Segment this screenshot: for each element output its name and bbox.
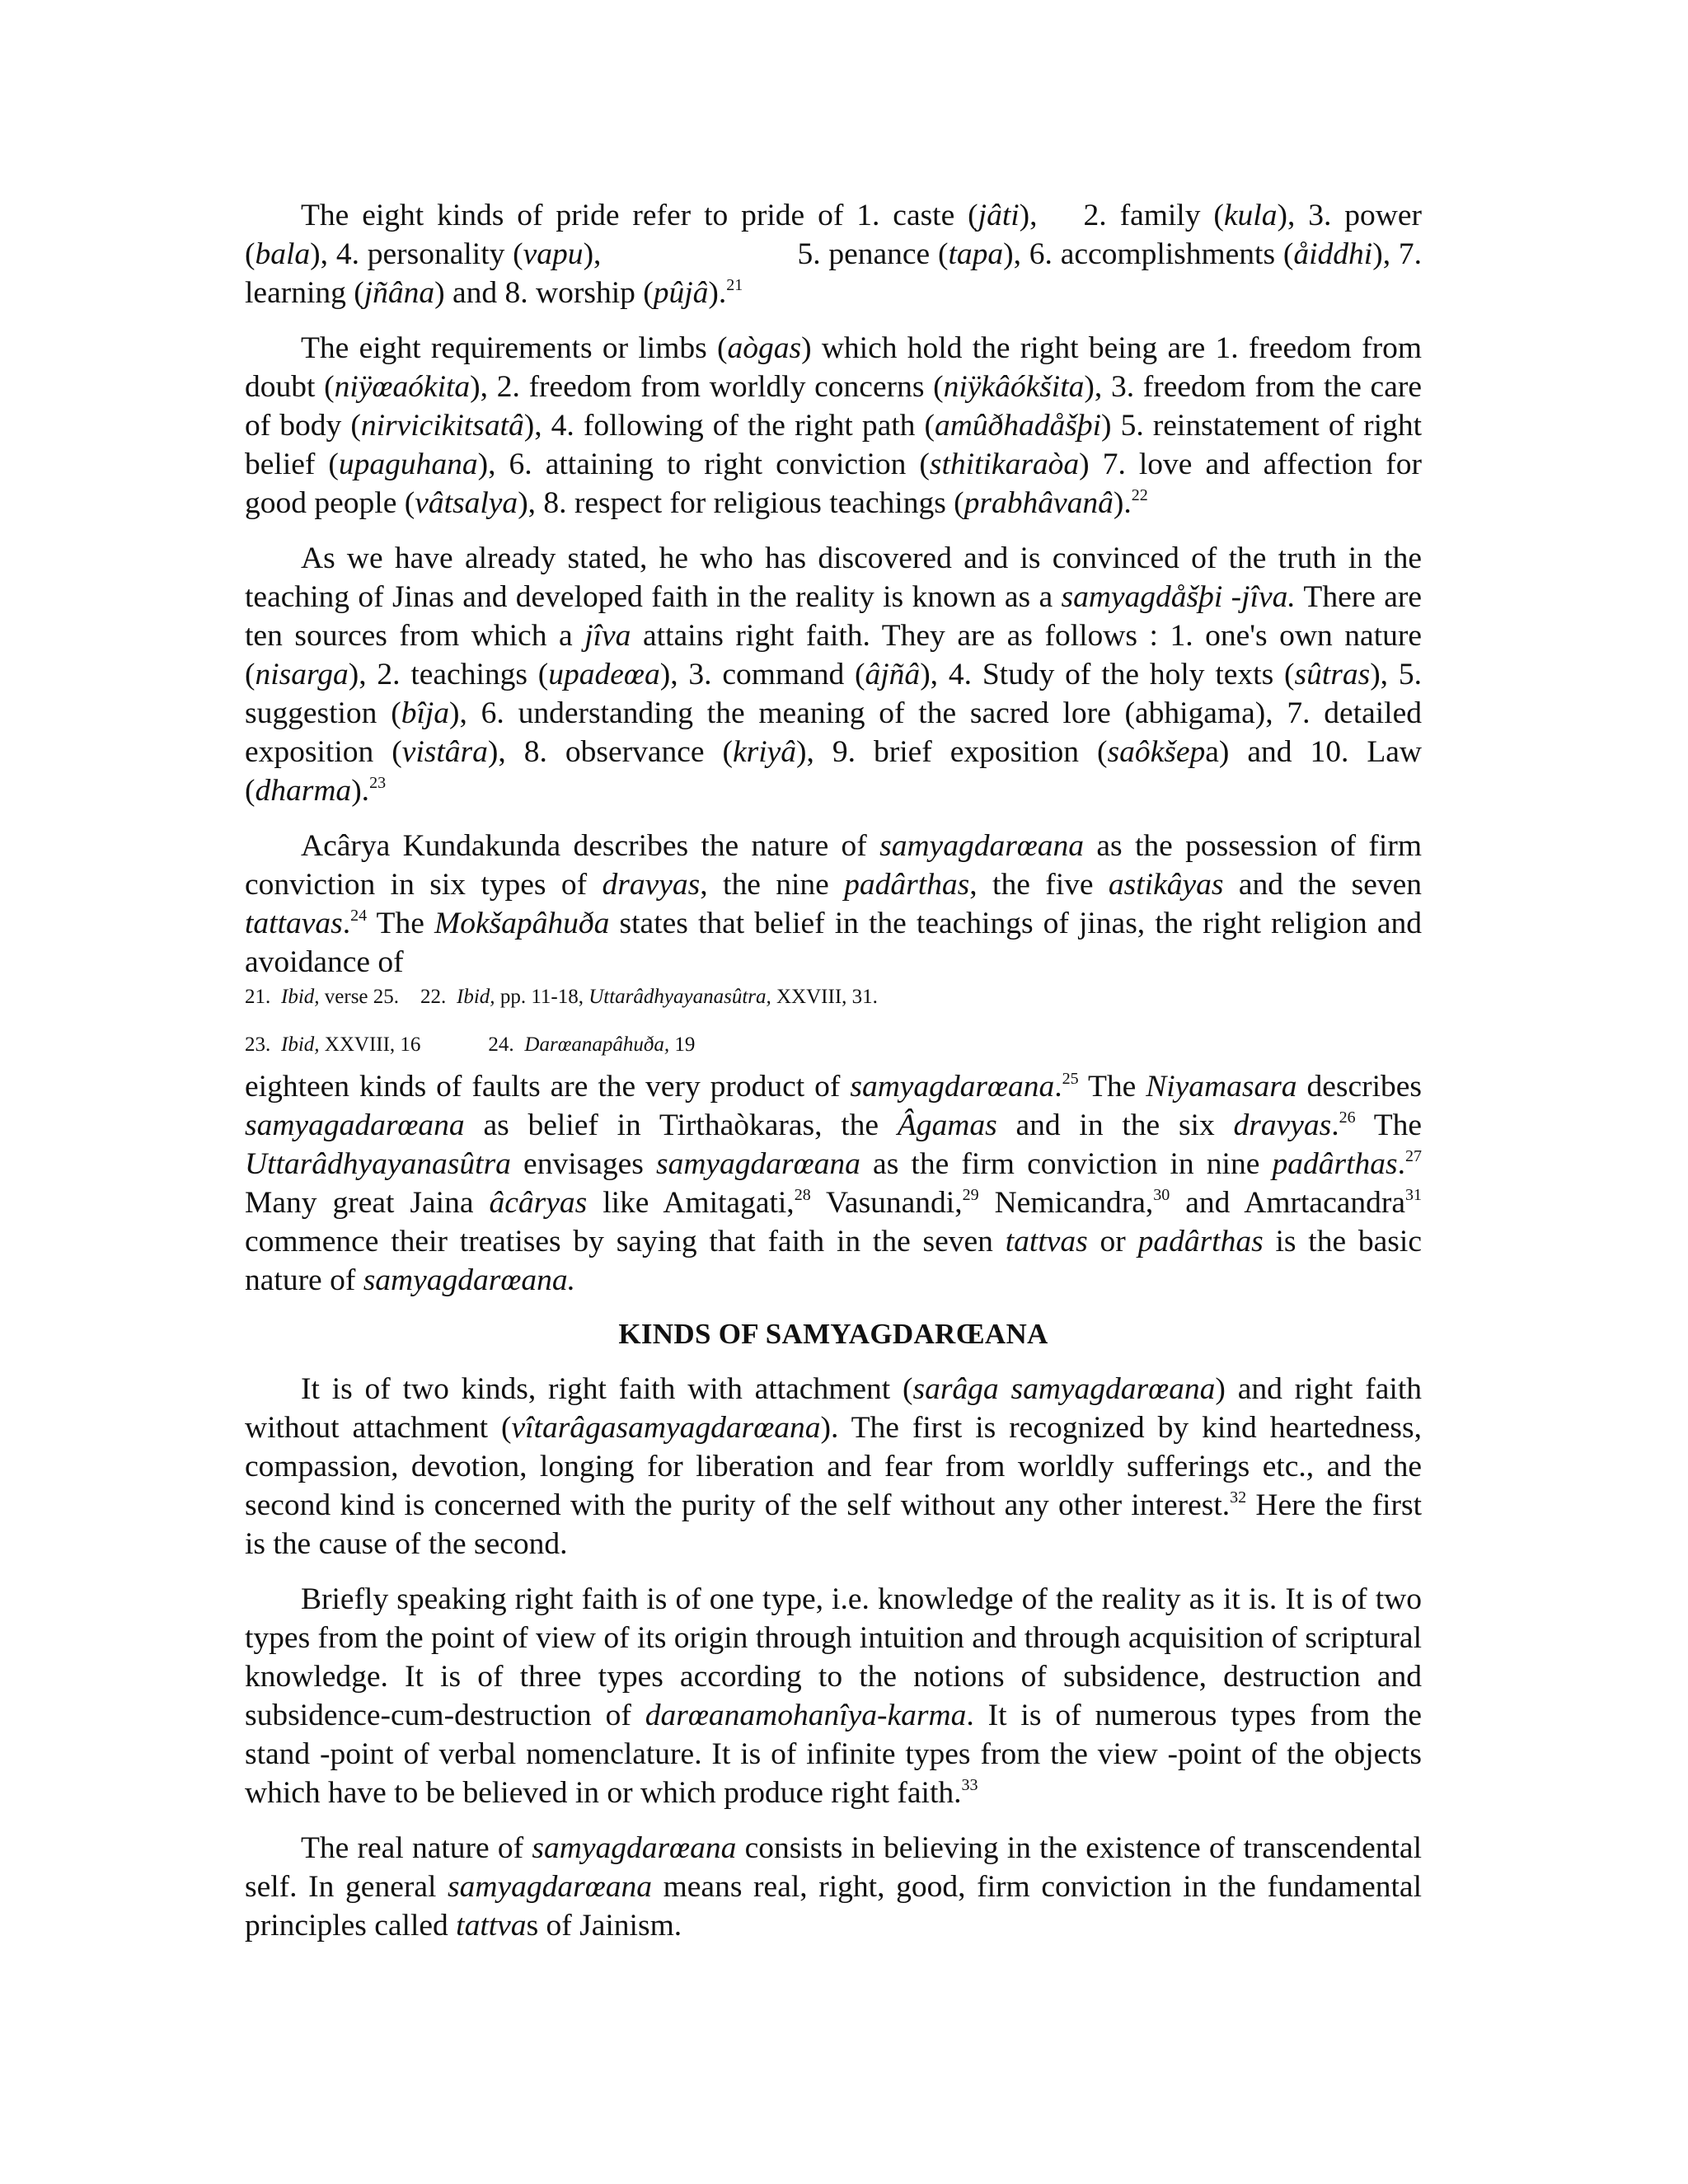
italic-term: niÿœaókita	[334, 370, 471, 404]
italic-term: jâti	[978, 199, 1020, 232]
italic-term: sthitikaraòa	[929, 448, 1080, 481]
italic-term: dharma	[255, 774, 352, 808]
footnote-marker: 29	[962, 1186, 979, 1204]
italic-term: âjñâ	[865, 658, 921, 691]
italic-term: bîja	[401, 696, 450, 730]
italic-term: pûjâ	[653, 276, 709, 310]
page-body	[245, 196, 1422, 1961]
italic-term: tattvas	[1005, 1225, 1088, 1258]
italic-term: astikâyas	[1108, 868, 1224, 902]
italic-term: tapa	[948, 237, 1004, 271]
paragraph-kundakunda: Acârya Kundakunda describes the nature of samyagdarœana as the possession of firm conviction in six types of dravyas, the nine padârthas, the five astikâyas and the seven tattavas.$^{24}$ The Mokšapâhuða states that belief in the teachings of jinas, the right religion and avoidance of	[245, 829, 1422, 979]
italic-term: kula	[1223, 199, 1278, 232]
italic-term: kriyâ	[732, 735, 797, 769]
footnote-22: 22. Ibid, pp. 11-18, Uttarâdhyayanasûtra, XXVIII, 31.	[420, 986, 878, 1008]
italic-term: jñâna	[363, 276, 435, 310]
footnote-24: 24. Darœanapâhuða, 19	[488, 1033, 696, 1056]
italic-term: Uttarâdhyayanasûtra	[245, 1147, 511, 1181]
italic-term: samyagdarœana	[850, 1070, 1055, 1104]
italic-term: niÿkâókšita	[943, 370, 1085, 404]
footnote-marker: 33	[961, 1776, 978, 1794]
footnote-marker: 27	[1405, 1147, 1422, 1165]
italic-term: samyagadarœana	[245, 1108, 465, 1142]
paragraph-sources: As we have already stated, he who has discovered and is convinced of the truth in the teaching of Jinas and developed faith in the reality is known as a samyagdåšþi -jîva. There are ten sources from which a jîva attains right faith. They are as follows : 1. one's own nature (nisarga), 2. teachings (upadeœa), 3. command (âjñâ), 4. Study of the holy texts (sûtras), 5. suggestion (bîja), 6. understanding the meaning of the sacred lore (abhigama), 7. detailed exposition (vistâra), 8. observance (kriyâ), 9. brief exposition (saôkšepa) and 10. Law (dharma).$^{23}$	[245, 541, 1422, 808]
footnote-marker: 25	[1062, 1070, 1079, 1088]
footnote-marker: 23	[369, 774, 387, 792]
italic-term: åiddhi	[1293, 237, 1373, 271]
italic-term: upaguhana	[338, 448, 478, 481]
paragraph-real-nature: The real nature of samyagdarœana consists in believing in the existence of transcendental self. In general samyagdarœana means real, right, good, firm conviction in the fundamental principles called tattvas of Jainism.	[245, 1831, 1422, 1943]
footnote-marker: 24	[350, 907, 368, 925]
italic-term: nirvicikitsatâ	[360, 409, 524, 443]
section-heading: KINDS OF SAMYAGDARŒANA	[618, 1318, 1048, 1350]
italic-term: samyagdåšþi -jîva.	[1061, 580, 1296, 614]
paragraph-types: Briefly speaking right faith is of one type, i.e. knowledge of the reality as it is. It is of two types from the point of view of its origin through intuition and through acquisition of scriptural knowledge. It is of three types according to the notions of subsidence, destruction and subsidence-cum-destruction of darœanamohanîya-karma. It is of numerous types from the stand -point of verbal nomenclature. It is of infinite types from the view -point of the objects which have to be believed in or which produce right faith.$^{33}$	[245, 1582, 1422, 1810]
italic-term: bala	[255, 237, 311, 271]
italic-term: sûtras	[1294, 658, 1371, 691]
italic-term: vapu	[523, 237, 584, 271]
italic-term: samyagdarœana	[879, 829, 1085, 863]
italic-term: darœanamohanîya-karma	[645, 1699, 967, 1732]
footnote-marker: 22	[1131, 486, 1148, 504]
footnotes	[245, 983, 1422, 1059]
footnote-line-2	[245, 1031, 1422, 1059]
italic-term: tattva	[456, 1909, 527, 1943]
italic-term: aògas	[727, 331, 802, 365]
italic-term: samyagdarœana.	[363, 1263, 575, 1297]
footnote-marker: 30	[1153, 1186, 1170, 1204]
paragraph-two-kinds: It is of two kinds, right faith with attachment (sarâga samyagdarœana) and right faith without attachment (vîtarâgasamyagdarœana). The first is recognized by kind heartedness, compassion, devotion, longing for liberation and fear from worldly sufferings etc., and the second kind is concerned with the purity of the self without any other interest.$^{32}$ Here the first is the cause of the second.	[245, 1372, 1422, 1561]
italic-term: amûðhadåšþi	[934, 409, 1102, 443]
italic-term: jîva	[584, 619, 631, 653]
italic-term: Mokšapâhuða	[434, 907, 610, 940]
italic-term: padârthas	[1137, 1225, 1264, 1258]
italic-term: dravyas	[602, 868, 701, 902]
italic-term: nisarga	[255, 658, 349, 691]
footnote-marker: 28	[794, 1186, 811, 1204]
italic-term: padârthas	[1272, 1147, 1398, 1181]
footnote-marker: 21	[726, 276, 743, 294]
footnote-marker: 31	[1405, 1186, 1422, 1204]
footnote-line-1	[245, 983, 1422, 1011]
italic-term: Niyamasara	[1146, 1070, 1297, 1104]
italic-term: dravyas	[1233, 1108, 1332, 1142]
italic-term: sarâga samyagdarœana	[912, 1372, 1216, 1406]
paragraph-eighteen-faults: eighteen kinds of faults are the very product of samyagdarœana.$^{25}$ The Niyamasara describes samyagadarœana as belief in Tirthaòkaras, the Âgamas and in the six dravyas.$^{26}$ The Uttarâdhyayanasûtra envisages samyagdarœana as the firm conviction in nine padârthas.$^{27}$ Many great Jaina âcâryas like Amitagati,$^{28}$ Vasunandi,$^{29}$ Nemicandra,$^{30}$ and Amrtacandra$^{31}$ commence their treatises by saying that faith in the seven tattvas or padârthas is the basic nature of samyagdarœana.	[245, 1070, 1423, 1297]
footnote-23: 23. Ibid, XXVIII, 16	[245, 1033, 421, 1056]
paragraph-limbs: The eight requirements or limbs (aògas) which hold the right being are 1. freedom from doubt (niÿœaókita), 2. freedom from worldly concerns (niÿkâókšita), 3. freedom from the care of body (nirvicikitsatâ), 4. following of the right path (amûðhadåšþi) 5. reinstatement of right belief (upaguhana), 6. attaining to right conviction (sthitikaraòa) 7. love and affection for good people (vâtsalya), 8. respect for religious teachings (prabhâvanâ).$^{22}$	[245, 331, 1423, 520]
italic-term: âcâryas	[489, 1186, 588, 1220]
italic-term: upadeœa	[548, 658, 660, 691]
footnote-21: 21. Ibid, verse 25.	[245, 986, 400, 1008]
italic-term: vistâra	[401, 735, 488, 769]
italic-term: samyagdarœana	[448, 1870, 652, 1904]
italic-term: padârthas	[844, 868, 970, 902]
italic-term: saôkšep	[1107, 735, 1206, 769]
italic-term: vâtsalya	[415, 486, 518, 520]
italic-term: tattavas	[245, 907, 343, 940]
paragraph-pride: The eight kinds of pride refer to pride of 1. caste (jâti), 2. family (kula), 3. power (bala), 4. personality (vapu), 5. penance (tapa), 6. accomplishments (åiddhi), 7. learning (jñâna) and 8. worship (pûjâ).$^{21}$	[245, 199, 1422, 310]
italic-term: Âgamas	[897, 1108, 997, 1142]
italic-term: prabhâvanâ	[964, 486, 1114, 520]
footnote-marker: 26	[1339, 1108, 1356, 1127]
italic-term: samyagdarœana	[532, 1831, 737, 1865]
italic-term: vîtarâgasamyagdarœana	[511, 1411, 821, 1445]
italic-term: samyagdarœana	[655, 1147, 860, 1181]
footnote-marker: 32	[1230, 1488, 1247, 1507]
